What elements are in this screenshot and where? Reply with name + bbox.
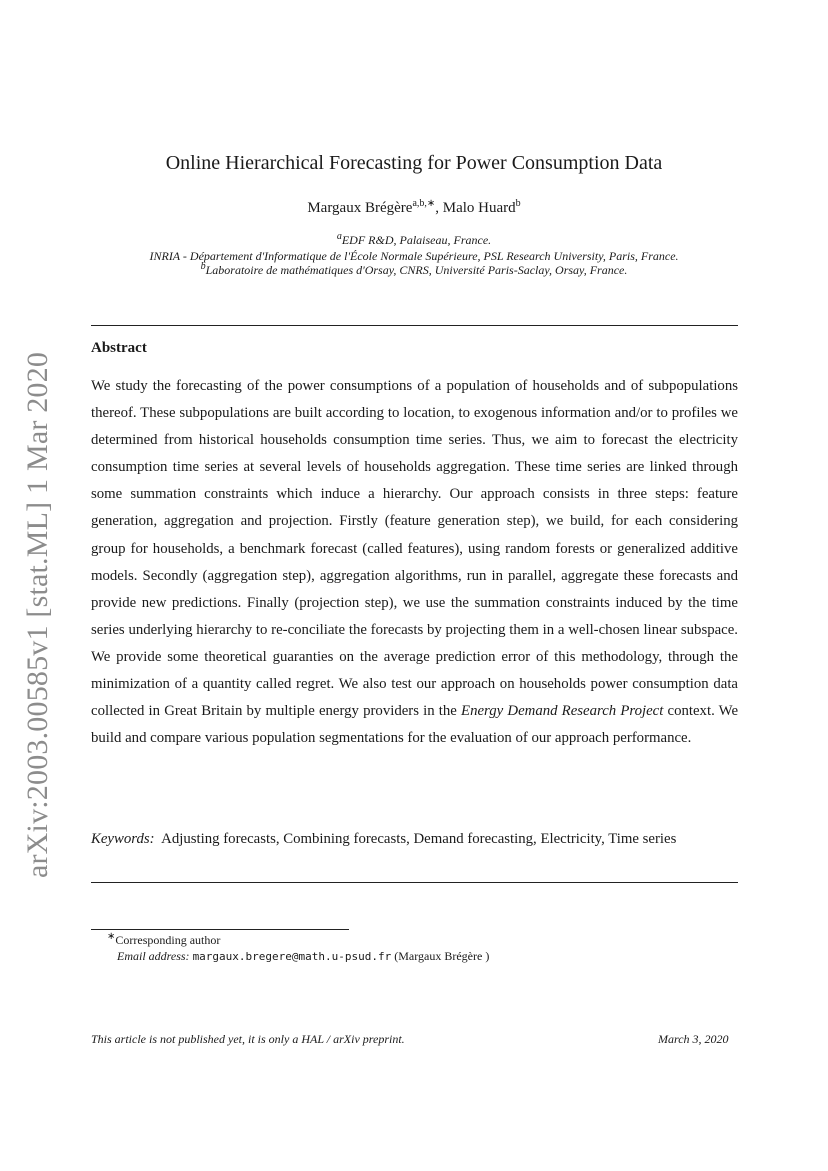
author-line: [0, 200, 828, 217]
affiliation-mark: a: [336, 231, 342, 242]
keywords-label: Keywords:: [91, 831, 155, 847]
footnote-text: Corresponding author: [115, 933, 221, 947]
preprint-note: This article is not published yet, it is only a HAL / arXiv preprint.: [91, 1032, 405, 1046]
abstract-text: [91, 373, 738, 752]
email-address[interactable]: margaux.bregere@math.u-psud.fr: [192, 950, 392, 963]
abstract-heading: Abstract: [91, 340, 147, 356]
preprint-date: March 3, 2020: [658, 1032, 729, 1046]
abstract-end-text: context. We build and compare various population segmentations for the evaluation of our approach performance.: [91, 703, 739, 747]
author-affiliation-marks: b: [515, 198, 521, 209]
footnote-mark: ∗: [107, 931, 116, 942]
project-name: Energy Demand Research Project: [461, 703, 664, 720]
abstract-bottom-rule: [91, 882, 738, 883]
author-separator: ,: [435, 200, 443, 216]
email-label: Email address:: [117, 949, 190, 963]
author-name: Margaux Brégère: [307, 200, 413, 216]
footnote-rule: [91, 929, 349, 930]
paper-title: Online Hierarchical Forecasting for Power Consumption Data: [165, 152, 663, 174]
email-footnote: [117, 949, 489, 964]
author-name: Malo Huard: [442, 200, 516, 216]
author-affiliation-marks: a,b,∗: [412, 198, 436, 209]
keywords: [91, 826, 711, 853]
email-owner: (Margaux Brégère ): [394, 949, 490, 963]
corresponding-author-footnote: [107, 933, 220, 948]
affiliation-text: Laboratoire de mathématiques d'Orsay, CNRS, Université Paris-Saclay, Orsay, France.: [205, 263, 628, 277]
affiliation-a: [0, 233, 828, 248]
abstract-main-text: We study the forecasting of the power consumptions of a population of households and of subpopulations thereof. These subpopulations are built according to location, to exogenous information and/or to profiles we determined from historical households consumption time series. Thus, we aim to forecast the electricity consumption time series at several levels of households aggregation. These time series are linked through some summation constraints which induce a hierarchy. Our approach consists in three steps: feature generation, aggregation and projection. Firstly (feature generation step), we build, for each considering group for households, a benchmark forecast (called features), using random forests or generalized additive models. Secondly (aggregation step), aggregation algorithms, run in parallel, aggregate these forecasts and provide new predictions. Finally (projection step), we use the summation constraints induced by the time series underlying hierarchy to re-conciliate the forecasts by projecting them in a well-chosen linear subspace. We provide some theoretical guaranties on the average prediction error of this methodology, through the minimization of a quantity called regret. We also test our approach on households power consumption data collected in Great Britain by multiple energy providers in the: [91, 378, 738, 720]
arxiv-stamp: arXiv:2003.00585v1 [stat.ML] 1 Mar 2020: [21, 351, 54, 879]
keywords-text: Adjusting forecasts, Combining forecasts, Demand forecasting, Electricity, Time series: [161, 831, 677, 847]
affiliation-text: EDF R&D, Palaiseau, France.: [341, 233, 492, 247]
affiliation-b: [0, 263, 828, 278]
abstract-top-rule: [91, 325, 738, 326]
affiliation-mark: b: [200, 261, 206, 272]
affiliation-inria: INRIA - Département d'Informatique de l'École Normale Supérieure, PSL Research University, Paris, France.: [149, 249, 679, 263]
